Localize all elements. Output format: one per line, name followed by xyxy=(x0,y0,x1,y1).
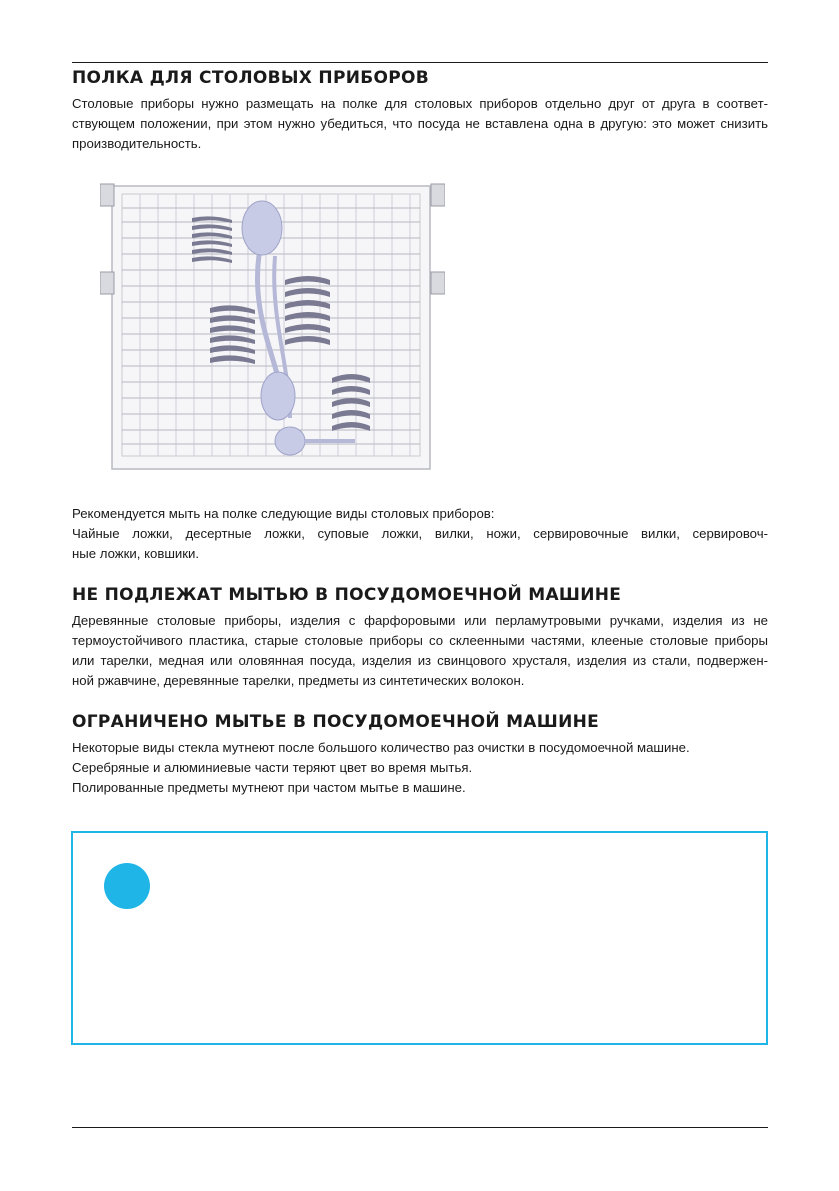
section-title-cutlery-shelf: ПОЛКА ДЛЯ СТОЛОВЫХ ПРИБОРОВ xyxy=(72,68,430,88)
cutlery-shelf-paragraph: Столовые приборы нужно размещать на полке для столовых приборов отдельно друг от друга в соответ- ствующем положении, при этом нужно убедиться, что посуда не вставлена одна в другую: это может снизить производительность. xyxy=(72,96,768,151)
top-rule xyxy=(72,62,768,63)
cutlery-shelf-illustration xyxy=(100,168,445,476)
not-washable-paragraph: Деревянные столовые приборы, изделия с фарфоровыми или перламутровыми ручками, изделия из не термоустойчивого пластика, старые столовые приборы со склеенными частями, клееные столовые приборы или тарелки, медная или оловянная посуда, изделия из свинцового хрусталя, изделия из стали, подвержен- ной ржавчине, деревянные тарелки, предметы из синтетических волокон. xyxy=(72,613,768,688)
section-title-not-washable: НЕ ПОДЛЕЖАТ МЫТЬЮ В ПОСУДОМОЕЧНОЙ МАШИНЕ xyxy=(72,585,622,605)
section-title-limited-washing: ОГРАНИЧЕНО МЫТЬЕ В ПОСУДОМОЕЧНОЙ МАШИНЕ xyxy=(72,712,600,732)
info-box xyxy=(71,831,768,1045)
info-circle-icon xyxy=(104,863,150,909)
limited-washing-paragraph: Некоторые виды стекла мутнеют после большого количество раз очистки в посудомоечной машине. Серебряные и алюминиевые части теряют цвет во время мытья. Полированные предметы мутнеют при частом мытье в машине. xyxy=(72,740,690,795)
bottom-rule xyxy=(72,1127,768,1128)
recommended-cutlery-paragraph: Рекомендуется мыть на полке следующие виды столовых приборов: Чайные ложки, десертные ложки, суповые ложки, вилки, ножи, сервировочные вилки, сервировоч- ные ложки, ковшики. xyxy=(72,506,768,561)
